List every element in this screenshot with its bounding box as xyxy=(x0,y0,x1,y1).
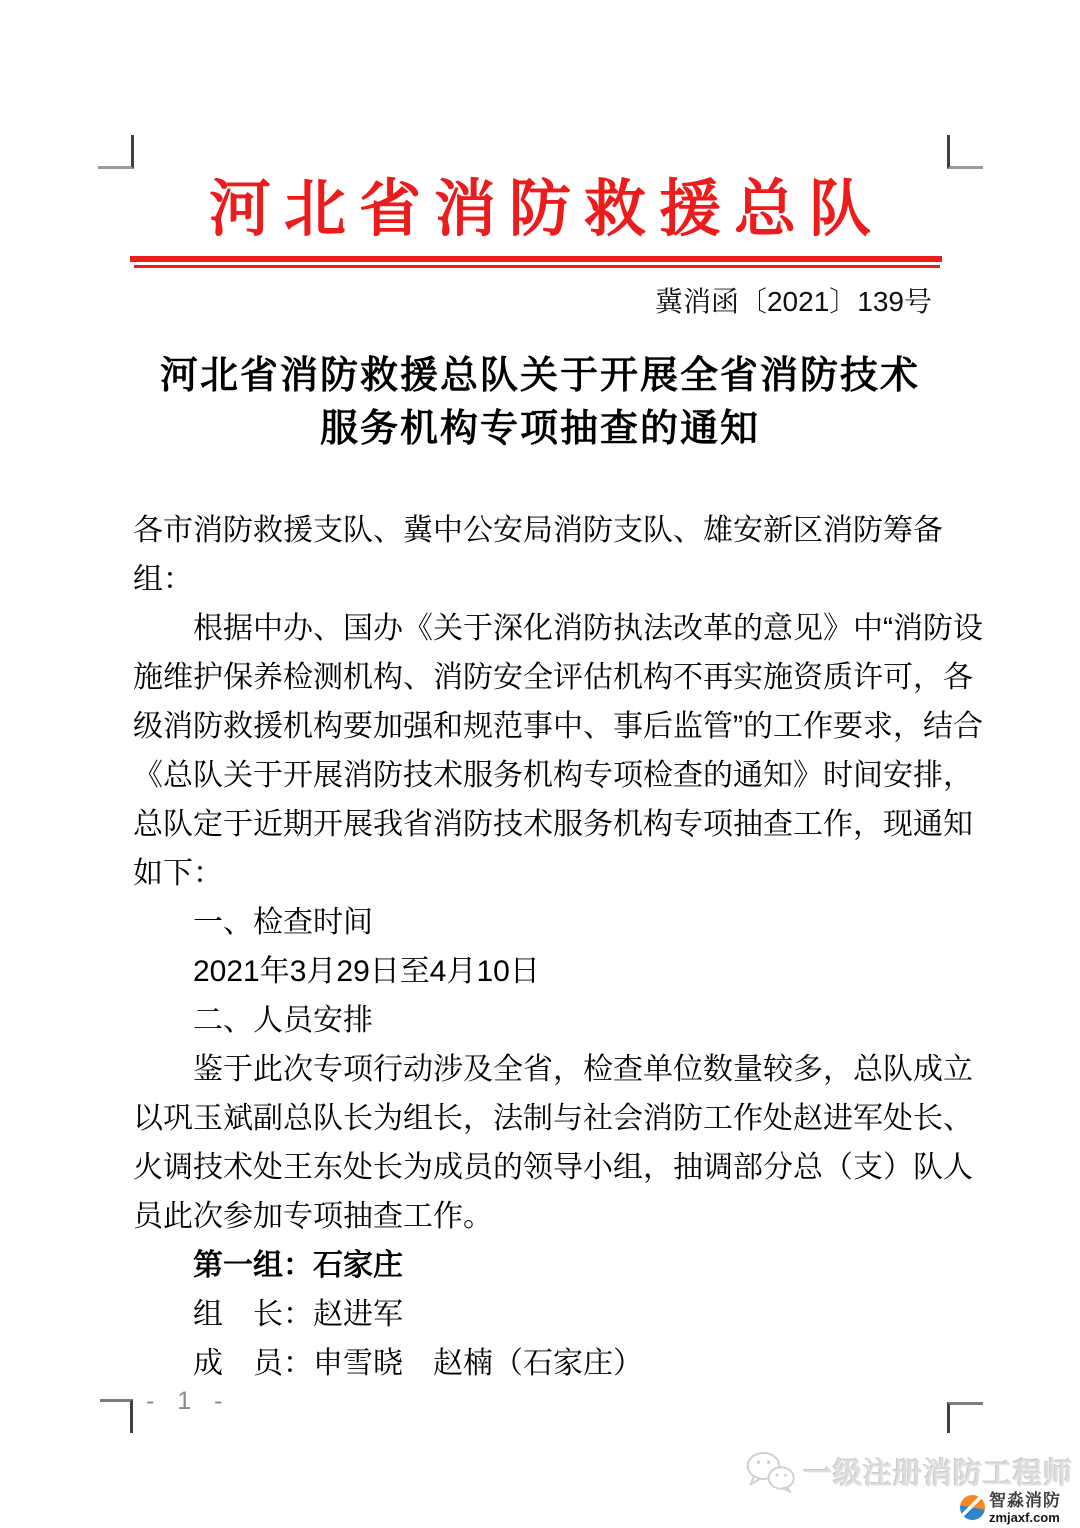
group-1-leader: 组 长：赵进军 xyxy=(193,1298,403,1331)
group-1-heading: 第一组：石家庄 xyxy=(193,1249,403,1282)
body-line: 根据中办、国办《关于深化消防执法改革的意见》中“消防设 xyxy=(193,612,983,645)
crop-mark-bottom-left xyxy=(100,1399,133,1433)
brand-text xyxy=(989,1491,1061,1525)
body-line: 火调技术处王东处长为成员的领导小组，抽调部分总（支）队人 xyxy=(133,1151,973,1184)
body-line: 级消防救援机构要加强和规范事中、事后监管”的工作要求，结合 xyxy=(133,710,983,743)
doc-title xyxy=(0,350,1080,456)
watermark-account-name: 一级注册消防工程师 xyxy=(803,1458,1074,1490)
letterhead-rule-thick xyxy=(130,256,942,262)
body-line: 员此次参加专项抽查工作。 xyxy=(133,1200,493,1233)
doc-title-line2: 服务机构专项抽查的通知 xyxy=(319,408,760,450)
body-line: 如下： xyxy=(133,857,223,890)
section-heading-1: 一、检查时间 xyxy=(193,906,373,939)
group-1-members: 成 员：申雪晓 赵楠（石家庄） xyxy=(193,1347,643,1380)
section-heading-2: 二、人员安排 xyxy=(193,1004,373,1037)
crop-mark-bottom-right xyxy=(947,1402,983,1433)
body-line: 各市消防救援支队、冀中公安局消防支队、雄安新区消防筹备 xyxy=(133,514,943,547)
body-line: 施维护保养检测机构、消防安全评估机构不再实施资质许可，各 xyxy=(133,661,973,694)
crop-mark-top-right xyxy=(947,135,983,169)
body-line: 鉴于此次专项行动涉及全省，检查单位数量较多，总队成立 xyxy=(193,1053,973,1086)
inspection-dates: 2021年3月29日至4月10日 xyxy=(193,955,540,988)
body-line: 组： xyxy=(133,563,193,596)
doc-title-line1: 河北省消防救援总队关于开展全省消防技术 xyxy=(159,355,920,397)
body-line: 总队定于近期开展我省消防技术服务机构专项抽查工作，现通知 xyxy=(133,808,973,841)
doc-body xyxy=(133,506,983,1388)
brand-domain: zmjaxf.com xyxy=(989,1510,1060,1525)
body-line: 以巩玉斌副总队长为组长，法制与社会消防工作处赵进军处长、 xyxy=(133,1102,973,1135)
zhimiao-brand-icon xyxy=(960,1495,985,1520)
crop-mark-top-left xyxy=(98,135,134,169)
body-line: 《总队关于开展消防技术服务机构专项检查的通知》时间安排， xyxy=(133,759,973,792)
letterhead-org-name: 河北省消防救援总队 xyxy=(208,175,884,244)
footer-watermark xyxy=(744,1450,1073,1493)
page-number: - 1 - xyxy=(146,1387,231,1415)
brand-logo xyxy=(960,1491,1061,1525)
doc-number: 冀消函〔2021〕139号 xyxy=(654,286,932,317)
wechat-icon xyxy=(744,1450,796,1493)
brand-name: 智淼消防 xyxy=(989,1491,1061,1510)
letterhead-rule-thin xyxy=(134,265,940,268)
